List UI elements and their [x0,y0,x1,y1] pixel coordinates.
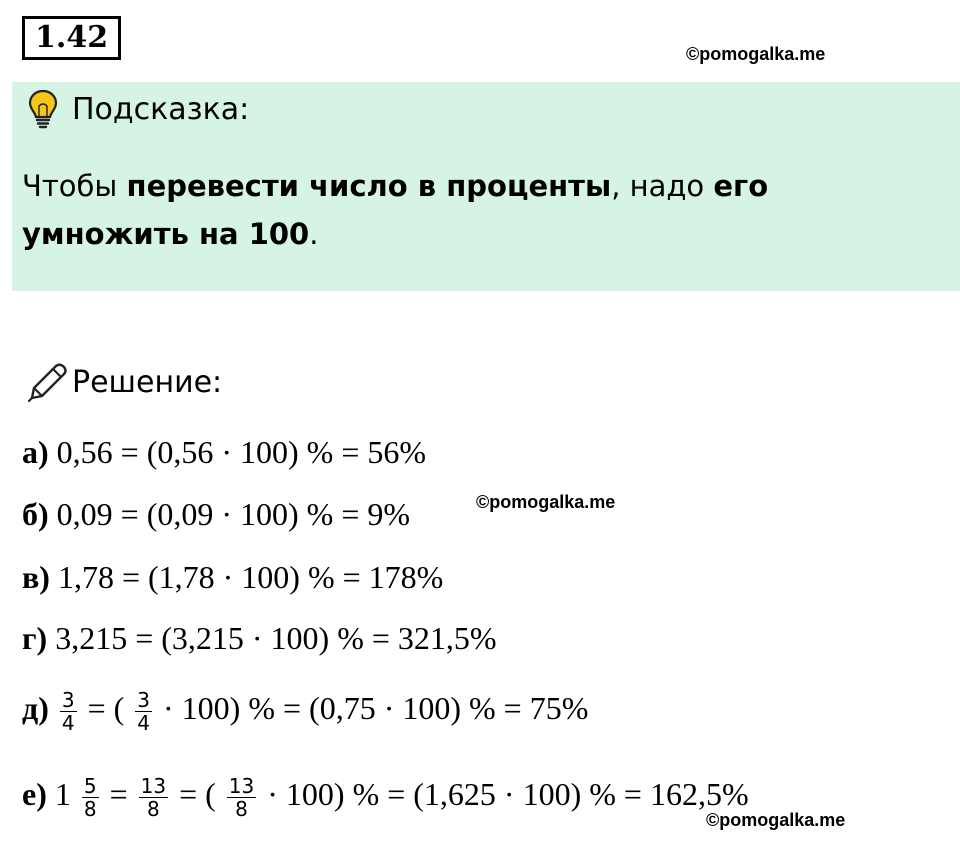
hint-title: Подсказка: [72,92,250,127]
item-label: б) [22,496,49,532]
item-expression: 3,215 = (3,215 · 100) % = 321,5% [55,620,497,656]
fraction [139,775,168,820]
item-label: г) [22,620,48,656]
numerator: 3 [61,688,75,713]
item-expression: · 100) % = (0,75 · 100) % = 75% [163,690,589,726]
solution-line-g [22,618,497,658]
fraction [227,775,256,820]
solution-line-d [22,688,588,734]
denominator: 4 [137,711,151,736]
numerator: 5 [83,774,97,799]
fraction [135,689,152,734]
hint-text-part: . [309,217,319,251]
watermark: ©pomogalka.me [706,810,846,830]
denominator: 8 [147,797,160,822]
watermark: ©pomogalka.me [476,492,616,512]
numerator: 13 [140,774,167,799]
item-expression: 1,78 = (1,78 · 100) % = 178% [57,559,444,595]
item-label: е) [22,776,47,812]
pencil-icon [24,360,70,406]
denominator: 8 [235,797,248,822]
item-expression: = ( [87,690,125,726]
hint-text-part: , надо [611,169,714,203]
fraction [82,775,99,820]
solution-line-e [22,774,749,820]
denominator: 4 [61,711,75,736]
item-label: а) [22,434,49,470]
item-expression: = ( [179,776,216,812]
fraction [60,689,77,734]
item-label: д) [22,690,49,726]
solution-line-v [22,557,443,597]
hint-text-bold: его умножить на 100 [22,169,769,251]
hint-text-part: Чтобы [22,169,127,203]
solution-line-a [22,432,426,472]
solution-line-b [22,494,410,534]
denominator: 8 [83,797,97,822]
hint-text [22,162,942,258]
hint-text-bold: перевести число в проценты [126,169,612,203]
item-label: в) [22,559,50,595]
watermark: ©pomogalka.me [686,44,826,64]
solution-title: Решение: [72,365,223,400]
item-expression: 0,09 = (0,09 · 100) % = 9% [56,496,411,532]
item-expression: · 100) % = (1,625 · 100) % = 162,5% [267,776,749,812]
numerator: 3 [137,688,151,713]
numerator: 13 [228,774,255,799]
item-expression: 0,56 = (0,56 · 100) % = 56% [56,434,427,470]
task-number: 1.42 [22,16,121,60]
item-expression: = [109,776,128,812]
mixed-whole: 1 [54,776,71,812]
lightbulb-icon [26,88,60,130]
